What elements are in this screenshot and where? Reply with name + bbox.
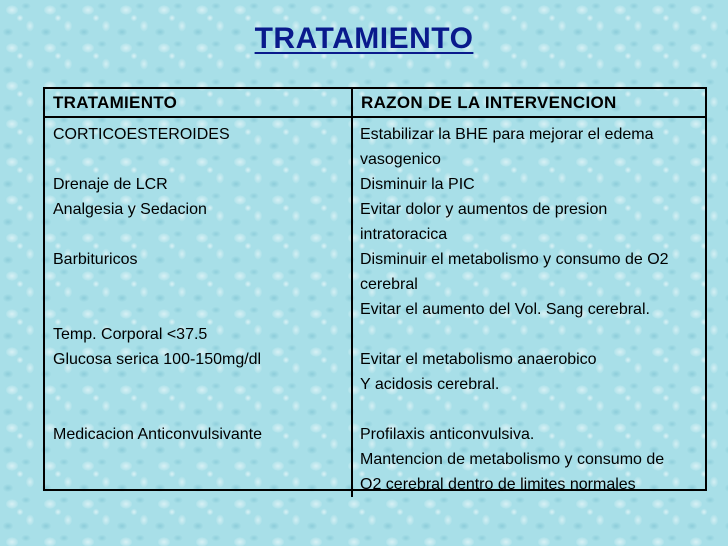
reason-line (360, 397, 701, 422)
reason-line: Y acidosis cerebral. (360, 376, 500, 393)
treatment-line (53, 297, 351, 322)
treatment-line (53, 447, 351, 472)
treatment-line: Drenaje de LCR (53, 176, 168, 193)
reason-column (353, 118, 705, 497)
treatment-line (53, 222, 351, 247)
treatment-line: Medicacion Anticonvulsivante (53, 426, 263, 443)
treatment-line: Barbituricos (53, 251, 138, 268)
reason-line: Disminuir el metabolismo y consumo de O2 (360, 251, 669, 268)
reason-line: Mantencion de metabolismo y consumo de (360, 451, 665, 468)
treatment-table (43, 87, 707, 491)
reason-line: Evitar el aumento del Vol. Sang cerebral. (360, 301, 650, 318)
treatment-line (53, 147, 351, 172)
reason-line: Evitar el metabolismo anaerobico (360, 351, 597, 368)
treatment-line (53, 397, 351, 422)
reason-line (360, 322, 701, 347)
reason-line: Evitar dolor y aumentos de presion (360, 201, 608, 218)
treatment-line: Temp. Corporal <37.5 (53, 326, 208, 343)
treatment-column (45, 118, 353, 497)
reason-line: Profilaxis anticonvulsiva. (360, 426, 535, 443)
reason-line: intratoracica (360, 226, 448, 243)
slide-title: TRATAMIENTO (254, 22, 474, 55)
reason-line: Disminuir la PIC (360, 176, 475, 193)
treatment-line: CORTICOESTEROIDES (53, 126, 230, 143)
treatment-line: Analgesia y Sedacion (53, 201, 207, 218)
reason-line: cerebral (360, 276, 418, 293)
treatment-line (53, 472, 351, 497)
header-treatment: TRATAMIENTO (45, 89, 353, 118)
reason-line: Estabilizar la BHE para mejorar el edema (360, 126, 654, 143)
reason-line: vasogenico (360, 151, 441, 168)
treatment-line (53, 372, 351, 397)
treatment-line (53, 272, 351, 297)
reason-line: O2 cerebral dentro de limites normales (360, 476, 636, 493)
header-reason: RAZON DE LA INTERVENCION (353, 89, 705, 118)
treatment-line: Glucosa serica 100-150mg/dl (53, 351, 262, 368)
